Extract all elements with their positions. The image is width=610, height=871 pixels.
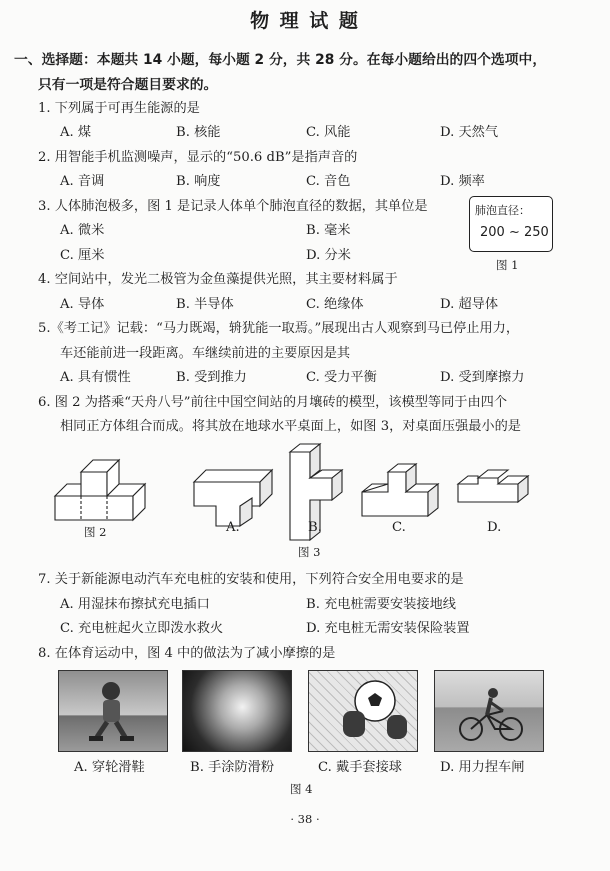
q6-stem-line1: 6. 图 2 为搭乘“天舟八号”前往中国空间站的月壤砖的模型，该模型等同于由四个 xyxy=(38,395,508,410)
q2-option-c: C. 音色 xyxy=(306,174,351,189)
note-value: 200 ~ 250 xyxy=(480,225,549,240)
option-a-block xyxy=(194,470,272,526)
q1-option-b: B. 核能 xyxy=(176,125,221,140)
q4-stem: 4. 空间站中，发光二极管为金鱼藻提供光照，其主要材料属于 xyxy=(38,272,398,287)
photo-roller-skating xyxy=(58,670,168,752)
option-d-label: D. xyxy=(487,520,502,535)
q2-option-a: A. 音调 xyxy=(60,174,105,189)
skater-figure xyxy=(59,671,167,751)
option-c-label: C. xyxy=(392,520,406,535)
photo-chalk-hands xyxy=(182,670,292,752)
q8-option-c: C. 戴手套接球 xyxy=(318,760,402,775)
q6-stem-line2: 相同正方体组合而成。将其放在地球水平桌面上，如图 3，对桌面压强最小的是 xyxy=(60,419,521,434)
q5-stem-line1: 5.《考工记》记载：“马力既竭，辀犹能一取焉。”展现出古人观察到马已停止用力， xyxy=(38,321,520,336)
q5-option-b: B. 受到推力 xyxy=(176,370,247,385)
q3-option-a: A. 微米 xyxy=(60,223,105,238)
section-instruction-line1: 一、选择题：本题共 14 小题，每小题 2 分，共 28 分。在每小题给出的四个选项中， xyxy=(14,52,547,68)
figure-1-caption: 图 1 xyxy=(496,258,519,272)
option-d-block xyxy=(458,470,528,502)
figure-4-caption: 图 4 xyxy=(290,782,313,796)
page-title: 物 理 试 题 xyxy=(250,10,360,32)
cyclist-figure xyxy=(435,671,543,751)
q1-option-c: C. 风能 xyxy=(306,125,351,140)
figure-2-caption: 图 2 xyxy=(84,525,107,539)
q4-option-a: A. 导体 xyxy=(60,297,105,312)
q1-option-d: D. 天然气 xyxy=(440,125,499,140)
figure-3-caption: 图 3 xyxy=(298,545,321,559)
note-label: 肺泡直径： xyxy=(475,204,530,217)
q8-option-d: D. 用力捏车闸 xyxy=(440,760,525,775)
q5-stem-line2: 车还能前进一段距离。车继续前进的主要原因是其 xyxy=(60,346,351,361)
q2-option-d: D. 频率 xyxy=(440,174,485,189)
q7-option-c: C. 充电桩起火立即泼水救火 xyxy=(60,621,224,636)
q4-option-b: B. 半导体 xyxy=(176,297,234,312)
q7-option-b: B. 充电桩需要安装接地线 xyxy=(306,597,456,612)
q3-option-b: B. 毫米 xyxy=(306,223,351,238)
q1-stem: 1. 下列属于可再生能源的是 xyxy=(38,101,200,116)
q3-option-c: C. 厘米 xyxy=(60,248,105,263)
q7-stem: 7. 关于新能源电动汽车充电桩的安装和使用，下列符合安全用电要求的是 xyxy=(38,572,464,587)
q5-option-c: C. 受力平衡 xyxy=(306,370,377,385)
q8-stem: 8. 在体育运动中，图 4 中的做法为了减小摩擦的是 xyxy=(38,646,336,661)
q4-option-c: C. 绝缘体 xyxy=(306,297,364,312)
q2-option-b: B. 响度 xyxy=(176,174,221,189)
q5-option-d: D. 受到摩擦力 xyxy=(440,370,525,385)
option-c-block xyxy=(362,464,438,516)
q7-option-d: D. 充电桩无需安装保险装置 xyxy=(306,621,470,636)
page-number: · 38 · xyxy=(290,812,320,826)
option-a-label: A. xyxy=(226,520,240,535)
q2-stem: 2. 用智能手机监测噪声，显示的“50.6 dB”是指声音的 xyxy=(38,150,358,165)
option-b-label: B. xyxy=(308,520,322,535)
q8-option-a: A. 穿轮滑鞋 xyxy=(74,760,145,775)
q8-option-b: B. 手涂防滑粉 xyxy=(190,760,275,775)
figure-1-note-card xyxy=(469,196,553,252)
q7-option-a: A. 用湿抹布擦拭充电插口 xyxy=(60,597,210,612)
section-instruction-line2: 只有一项是符合题目要求的。 xyxy=(38,77,218,93)
photo-goalkeeper-gloves xyxy=(308,670,418,752)
q5-option-a: A. 具有惯性 xyxy=(60,370,131,385)
ball-and-gloves xyxy=(309,671,417,751)
q1-option-a: A. 煤 xyxy=(60,125,92,140)
q4-option-d: D. 超导体 xyxy=(440,297,499,312)
q3-stem: 3. 人体肺泡极多，图 1 是记录人体单个肺泡直径的数据，其单位是 xyxy=(38,199,428,214)
figure-2-block-model xyxy=(55,460,145,520)
q3-option-d: D. 分米 xyxy=(306,248,351,263)
photo-cyclist-braking xyxy=(434,670,544,752)
